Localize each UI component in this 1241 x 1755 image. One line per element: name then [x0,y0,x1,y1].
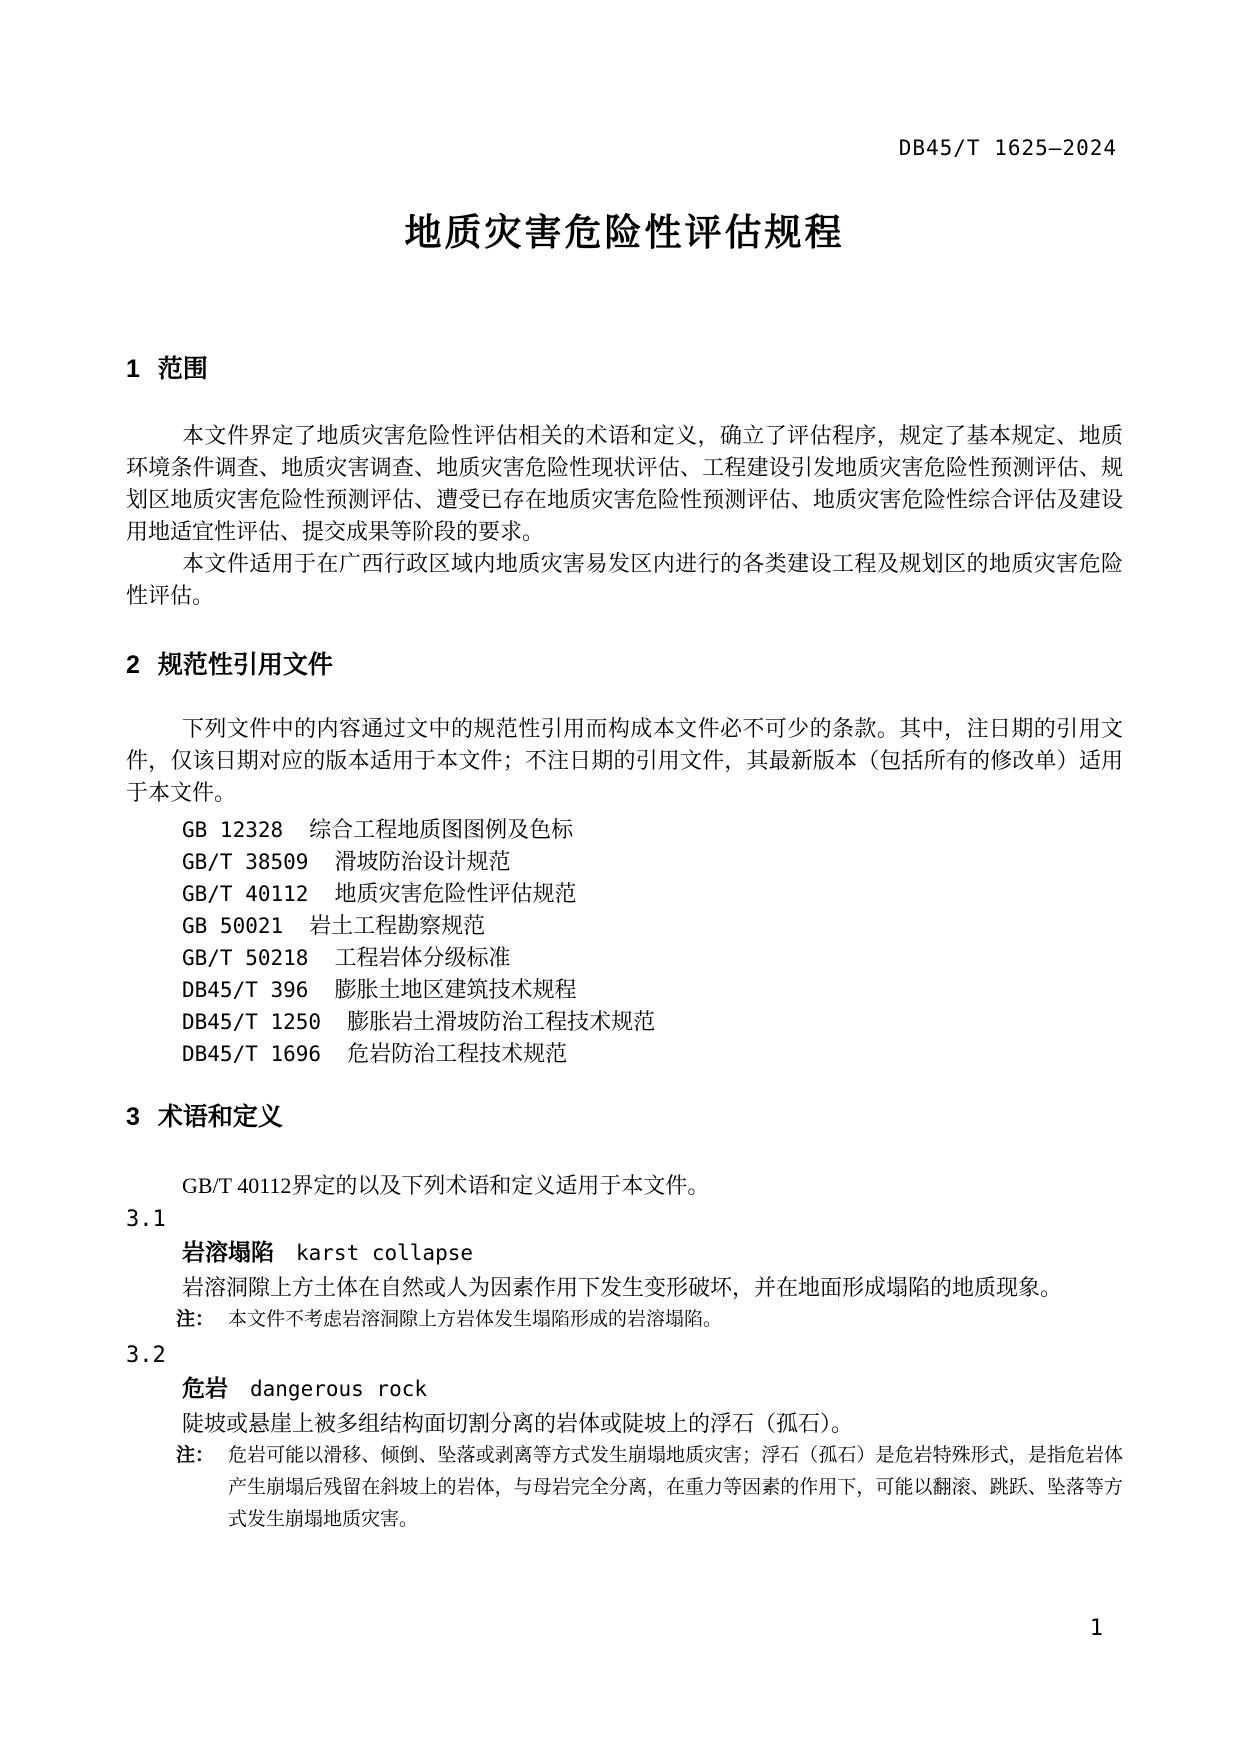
reference-item [126,878,1123,910]
reference-name: 膨胀岩土滑坡防治工程技术规范 [347,1009,656,1034]
term-name-en: dangerous rock [250,1377,428,1401]
term-name-en: karst collapse [296,1241,474,1265]
reference-name: 岩土工程勘察规范 [309,913,486,938]
note-text: 危岩可能以滑移、倾倒、坠落或剥离等方式发生崩塌地质灾害；浮石（孤石）是危岩特殊形式，是指危岩体产生崩塌后残留在斜坡上的岩体，与母岩完全分离，在重力等因素的作用下，可能以翻滚、跳跃、坠落等方式发生崩塌地质灾害。 [228,1445,1123,1530]
term-title [126,1372,1123,1408]
reference-code: GB/T 40112 [182,882,309,906]
term-note [126,1304,1123,1336]
reference-item [126,1038,1123,1070]
section-1-paragraph-2: 本文件适用于在广西行政区域内地质灾害易发区内进行的各类建设工程及规划区的地质灾害危险性评估。 [126,551,1123,608]
reference-name: 危岩防治工程技术规范 [347,1041,568,1066]
reference-item [126,942,1123,974]
section-1-number: 1 [126,355,140,383]
reference-item [126,1006,1123,1038]
section-2-intro: 下列文件中的内容通过文中的规范性引用而构成本文件必不可少的条款。其中，注日期的引用文件，仅该日期对应的版本适用于本文件；不注日期的引用文件，其最新版本（包括所有的修改单）适用于本文件。 [126,716,1123,805]
doc-number: DB45/T 1625—2024 [898,136,1117,160]
term-block-karst-collapse [126,1204,1123,1336]
term-number: 3.2 [126,1343,166,1368]
reference-code: GB 12328 [182,818,284,842]
section-3-title: 术语和定义 [157,1103,283,1131]
reference-name: 膨胀土地区建筑技术规程 [334,977,577,1002]
reference-code: DB45/T 1250 [182,1010,322,1034]
reference-name: 地质灾害危险性评估规范 [334,881,577,906]
reference-code: GB/T 50218 [182,946,309,970]
section-1-paragraph-1: 本文件界定了地质灾害危险性评估相关的术语和定义，确立了评估程序，规定了基本规定、地质环境条件调查、地质灾害调查、地质灾害危险性现状评估、工程建设引发地质灾害危险性预测评估、规划区地质灾害危险性预测评估、遭受已存在地质灾害危险性预测评估、地质灾害危险性综合评估及建设用地适宜性评估、提交成果等阶段的要求。 [126,423,1123,544]
reference-name: 滑坡防治设计规范 [334,849,511,874]
term-definition: 陡坡或悬崖上被多组结构面切割分离的岩体或陡坡上的浮石（孤石）。 [182,1411,854,1436]
page-content [126,0,1123,1536]
term-block-dangerous-rock [126,1340,1123,1536]
note-label: 注： [176,1309,215,1330]
reference-code: DB45/T 396 [182,978,309,1002]
reference-item [126,910,1123,942]
term-name-zh: 岩溶塌陷 [182,1239,274,1265]
section-2-number: 2 [126,651,140,679]
section-2-title: 规范性引用文件 [157,651,333,679]
note-text: 本文件不考虑岩溶洞隙上方岩体发生塌陷形成的岩溶塌陷。 [228,1309,723,1330]
page-number: 1 [1089,1616,1103,1641]
term-number: 3.1 [126,1207,166,1232]
reference-code: GB 50021 [182,914,284,938]
reference-name: 综合工程地质图图例及色标 [309,817,574,842]
section-3-intro: GB/T 40112界定的以及下列术语和定义适用于本文件。 [182,1173,710,1198]
term-name-zh: 危岩 [182,1375,228,1401]
note-label: 注： [176,1445,215,1466]
section-1-title: 范围 [157,355,208,383]
reference-code: DB45/T 1696 [182,1042,322,1066]
reference-code: GB/T 38509 [182,850,309,874]
document-title: 地质灾害危险性评估规程 [404,212,845,253]
term-definition: 岩溶洞隙上方土体在自然或人为因素作用下发生变形破坏，并在地面形成塌陷的地质现象。 [182,1275,1063,1300]
reference-item [126,846,1123,878]
term-title [126,1236,1123,1272]
section-2-heading [126,650,1123,680]
reference-name: 工程岩体分级标准 [334,945,511,970]
section-1-heading [126,354,1123,384]
section-3-heading [126,1102,1123,1132]
section-3-number: 3 [126,1103,140,1131]
reference-list [126,814,1123,1070]
term-note [126,1440,1123,1536]
reference-item [126,974,1123,1006]
reference-item [126,814,1123,846]
